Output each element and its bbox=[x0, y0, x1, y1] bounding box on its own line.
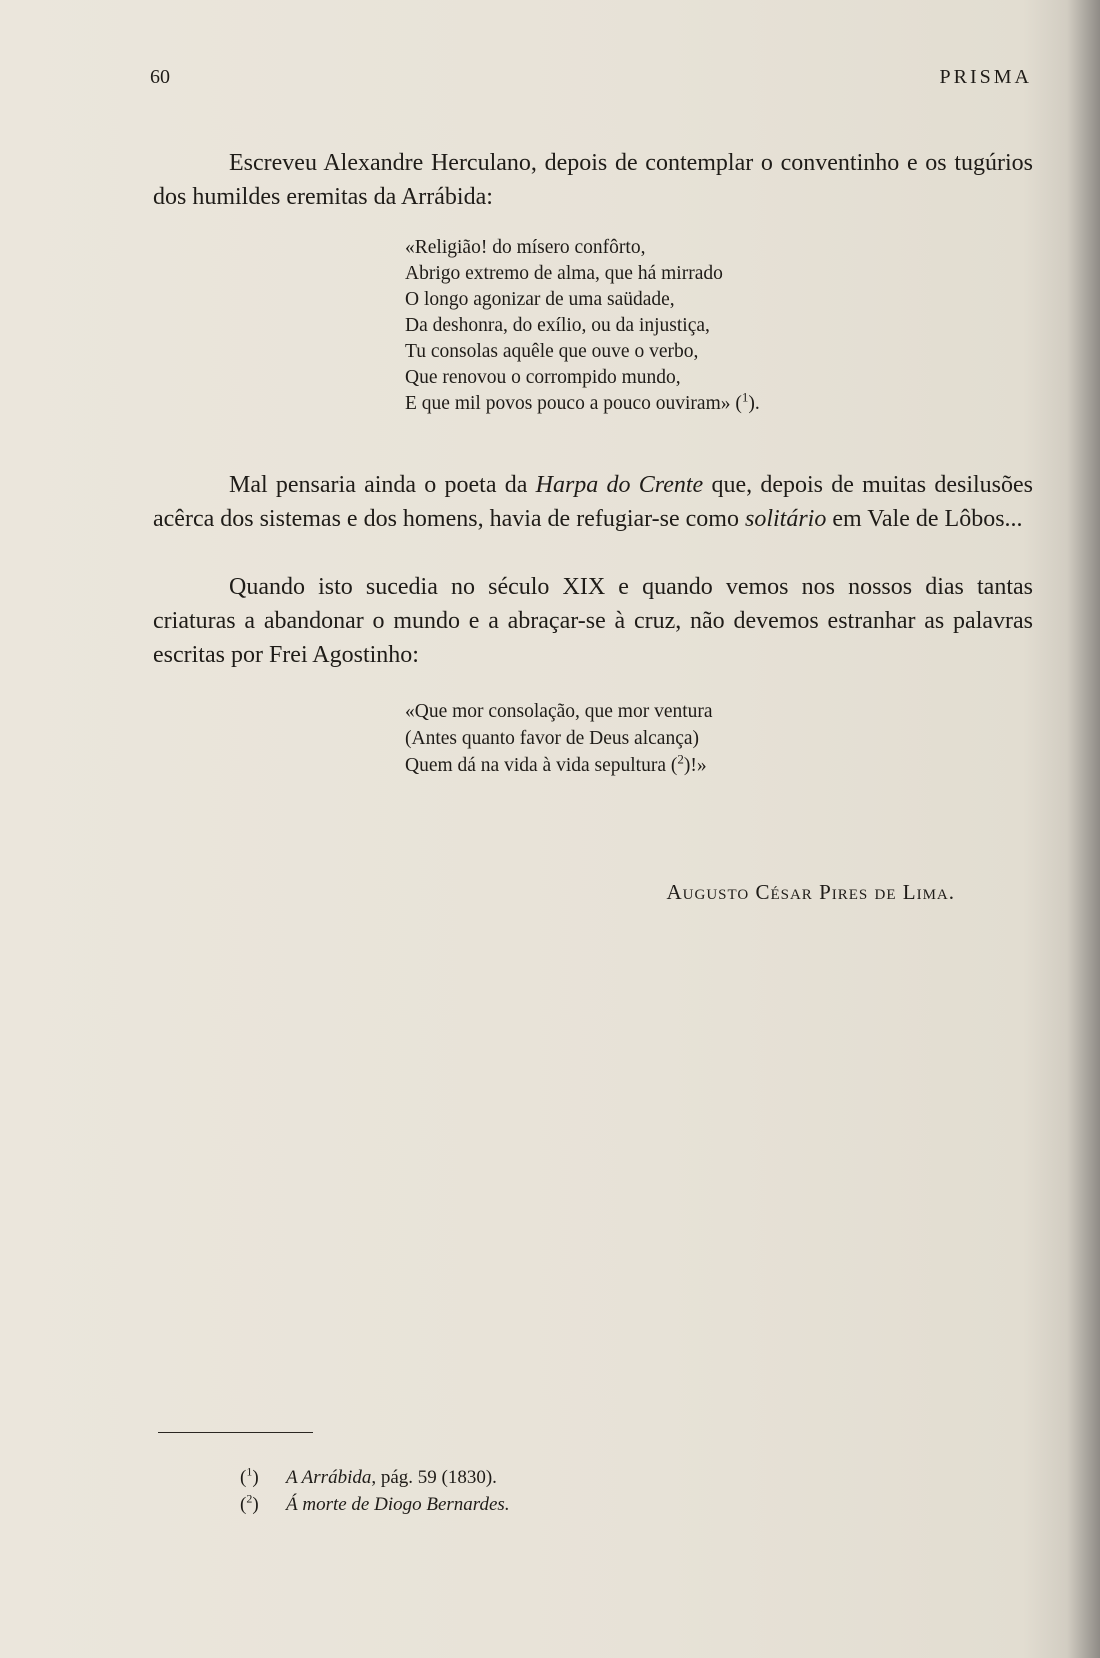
page-number: 60 bbox=[150, 66, 170, 88]
verse-text: Quem dá na vida à vida sepultura ( bbox=[405, 755, 678, 776]
verse-line: Da deshonra, do exílio, ou da injustiça, bbox=[405, 315, 710, 336]
journal-title: PRISMA bbox=[939, 66, 1032, 88]
footnote-title: A Arrábida bbox=[286, 1467, 372, 1488]
verse-line: «Que mor consolação, que mor ventura bbox=[405, 701, 713, 722]
footnote-marker bbox=[240, 1491, 286, 1518]
footnote-paren: ) bbox=[252, 1467, 259, 1488]
footnote-text: , pág. 59 (1830). bbox=[371, 1467, 497, 1488]
footnote-number: 1 bbox=[246, 1464, 253, 1479]
verse-text-end: )!» bbox=[683, 755, 707, 776]
paragraph-text: que, depois de muitas desilusões acêrca dos sistemas e dos homens, havia de refugiar-se como bbox=[153, 472, 1033, 532]
footnote-paren: ( bbox=[240, 1494, 247, 1515]
footnotes bbox=[240, 1464, 510, 1518]
verse-line: (Antes quanto favor de Deus alcança) bbox=[405, 728, 699, 749]
verse-line: Tu consolas aquêle que ouve o verbo, bbox=[405, 341, 699, 362]
running-head bbox=[150, 66, 1032, 94]
paragraph-text: Mal pensaria ainda o poeta da bbox=[229, 472, 536, 498]
footnote bbox=[240, 1464, 510, 1491]
verse-line-last bbox=[405, 752, 945, 779]
intro-paragraph: Escreveu Alexandre Herculano, depois de contemplar o conventinho e os tugúrios dos humildes eremitas da Arrábida: bbox=[153, 150, 1033, 210]
footnote-divider bbox=[158, 1432, 313, 1433]
verse-text: E que mil povos pouco a pouco ouviram» ( bbox=[405, 393, 742, 414]
author-signature: Augusto César Pires de Lima. bbox=[666, 880, 955, 904]
verse-text-end: ). bbox=[748, 393, 760, 414]
footnote-number: 2 bbox=[246, 1491, 253, 1506]
footnote bbox=[240, 1491, 510, 1518]
verse-line-last bbox=[405, 391, 945, 417]
herculano-verse bbox=[405, 235, 945, 417]
verse-line: Que renovou o corrompido mundo, bbox=[405, 367, 681, 388]
footnote-marker bbox=[240, 1464, 286, 1491]
emphasis-word: solitário bbox=[744, 506, 827, 532]
footnote-title: Á morte de Diogo Bernardes. bbox=[286, 1494, 510, 1515]
paragraph-text: em Vale de Lôbos... bbox=[826, 506, 1023, 532]
footnote-reference: 1 bbox=[741, 389, 749, 405]
verse-line: «Religião! do mísero confôrto, bbox=[405, 237, 646, 258]
footnote-reference: 2 bbox=[677, 751, 684, 767]
verse-line: Abrigo extremo de alma, que há mirrado bbox=[405, 263, 723, 284]
work-title: Harpa do Crente bbox=[535, 472, 704, 498]
verse-line: O longo agonizar de uma saüdade, bbox=[405, 289, 675, 310]
agostinho-verse bbox=[405, 698, 945, 779]
footnote-paren: ( bbox=[240, 1467, 247, 1488]
footnote-paren: ) bbox=[252, 1494, 259, 1515]
harpa-paragraph bbox=[153, 468, 1033, 536]
frei-agostinho-paragraph: Quando isto sucedia no século XIX e quando vemos nos nossos dias tantas criaturas a abandonar o mundo e a abraçar-se à cruz, não devemos estranhar as palavras escritas por Frei Agostinho: bbox=[153, 574, 1033, 668]
